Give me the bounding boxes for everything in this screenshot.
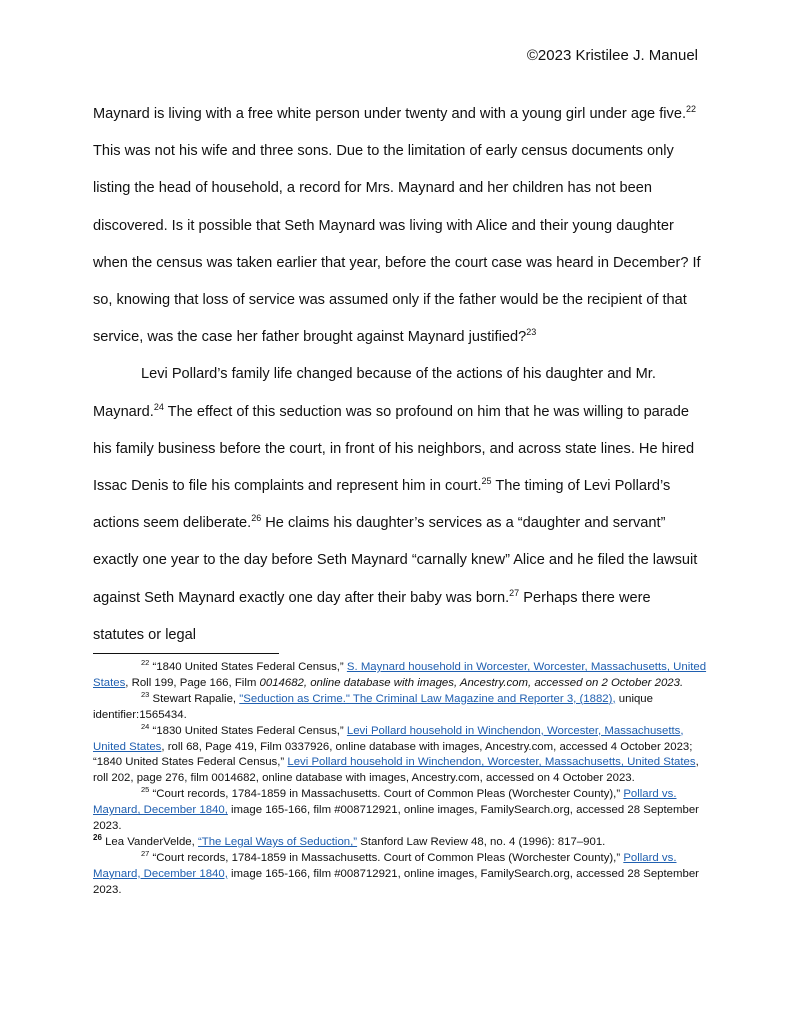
footnote-text: “1840 United States Federal Census,” [149,661,347,673]
footnote-ref-25[interactable]: 25 [481,476,492,487]
footnote-text: image 165-166, film #008712921, online images, FamilySearch.org, accessed 28 September 2023. [93,867,699,896]
footnote-number: 25 [141,785,150,795]
footnote-link[interactable]: Levi Pollard household in Winchendon, Worcester, Massachusetts, United States [287,756,696,769]
main-text [93,96,703,654]
footnote-ref-26[interactable]: 26 [251,513,262,524]
paragraph-text: Levi Pollard’s family life changed because of the actions of his daughter and Mr. Maynard. [93,366,656,420]
footnotes [93,660,708,899]
footnote-text: , Roll 199, Page 166, Film [125,676,260,689]
footnote-link[interactable]: Pollard vs. Maynard, December 1840, [93,788,677,817]
footnote-number: 22 [141,658,150,668]
footnote-25 [93,787,708,835]
footnote-text: Stanford Law Review 48, no. 4 (1996): 817–901. [357,835,606,848]
footnote-number: 27 [141,849,150,859]
footnote-text: Stewart Rapalie, [149,692,240,705]
footnote-text: Lea VanderVelde, [101,835,198,848]
footnote-ref-22[interactable]: 22 [686,104,697,115]
footnote-ref-27[interactable]: 27 [509,587,520,598]
footnote-text: image 165-166, film #008712921, online images, FamilySearch.org, accessed 28 September 2023. [93,804,699,833]
footnote-number: 26 [93,833,102,843]
copyright-header: ©2023 Kristilee J. Manuel [526,47,698,64]
footnote-23 [93,692,708,724]
footnote-24 [93,721,708,788]
paragraph-text: The timing of Levi Pollard’s actions seem deliberate. [93,478,671,532]
paragraph-2 [93,356,703,654]
paragraph-1 [93,96,703,356]
footnote-text: , roll 68, Page 419, Film 0337926, online database with images, Ancestry.com, accessed 4 October 2023; “1840 United States Federal Census,” [93,740,693,769]
footnote-text: “Court records, 1784-1859 in Massachusetts. Court of Common Pleas (Worchester County),” [149,851,624,864]
footnote-number: 24 [141,721,150,731]
footnote-link[interactable]: Pollard vs. Maynard, December 1840, [93,851,677,880]
footnote-text: , roll 202, page 276, film 0014682, online database with images, Ancestry.com, accessed on 4 October 2023. [93,756,699,785]
footnote-text: “Court records, 1784-1859 in Massachusetts. Court of Common Pleas (Worchester County),” [149,788,624,801]
paragraph-text: Maynard is living with a free white person under twenty and with a young girl under age five. [93,106,686,122]
paragraph-text: This was not his wife and three sons. Due to the limitation of early census documents only listing the head of household, a record for Mrs. Maynard and her children has not been discovered. Is it possible that Seth Maynard was living with Alice and their young daughter when the census was taken earlier that year, before the court case was heard in December? If so, knowing that loss of service was assumed only if the father would be the recipient of that service, was the case her father brought against Maynard justified? [93,143,701,346]
footnote-ref-24[interactable]: 24 [153,401,164,412]
footnote-number: 23 [141,690,150,700]
footnote-link[interactable]: “The Legal Ways of Seduction,” [197,835,358,848]
footnote-link[interactable]: Levi Pollard household in Winchendon, Worcester, Massachusetts, United States [93,724,684,753]
paragraph-text: The effect of this seduction was so profound on him that he was willing to parade his family business before the court, in front of his neighbors, and across state lines. He hired Issac Denis to file his complaints and represent him in court. [93,403,695,495]
footnote-text: unique identifier:1565434. [93,692,653,721]
paragraph-text: He claims his daughter’s services as a “daughter and servant” exactly one year to the day before Seth Maynard “carnally knew” Alice and he filed the lawsuit against Seth Maynard exactly one day after their baby was born. [93,515,698,606]
footnote-text: “1830 United States Federal Census,” [149,724,347,737]
footnote-22 [93,660,708,692]
footnote-26 [93,835,708,851]
footnote-ref-23[interactable]: 23 [526,327,537,338]
footnote-link[interactable]: S. Maynard household in Worcester, Worcester, Massachusetts, United States [93,661,707,689]
footnote-italic-text: 0014682, online database with images, Ancestry.com, accessed on 2 October 2023. [259,676,684,689]
footnote-27 [93,851,708,899]
footnote-separator [93,653,279,654]
paragraph-text: Perhaps there were statutes or legal [93,589,651,643]
footnote-link[interactable]: "Seduction as Crime." The Criminal Law Magazine and Reporter 3, (1882), [239,692,616,705]
